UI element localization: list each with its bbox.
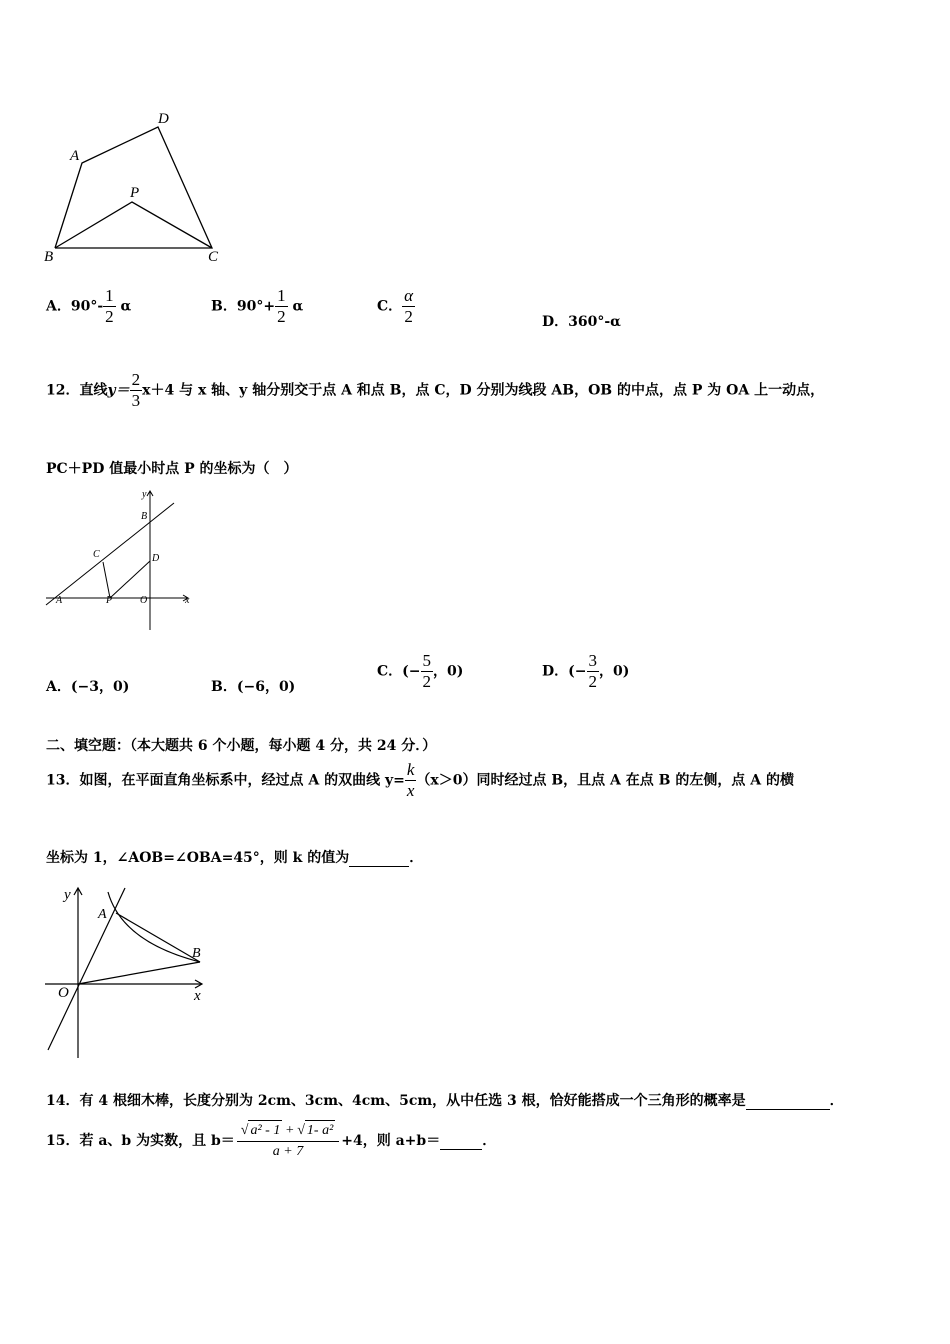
- label-D: D: [158, 111, 169, 127]
- label-B: B: [141, 511, 148, 522]
- q14-answer-blank[interactable]: [746, 1093, 830, 1110]
- q13-stem-line1: 13．如图，在平面直角坐标系中，经过点 A 的双曲线 y= $\frac{k}{x}$ （x＞0）同时经过点 B，且点 A 在点 B 的左侧，点 A 的横: [46, 760, 794, 800]
- label-y: y: [64, 887, 71, 903]
- q12-option-a: A．(−3，0): [46, 679, 130, 695]
- seg-cp: [103, 562, 110, 598]
- p-lines: [55, 202, 212, 248]
- label-y: y: [142, 489, 147, 500]
- q13-stem-line2: 坐标为 1，∠AOB=∠OBA=45°，则 k 的值为 ．: [46, 850, 424, 866]
- q12-option-b: B．(−6，0): [211, 679, 296, 695]
- label-A: A: [70, 148, 80, 164]
- q15-answer-blank[interactable]: [440, 1133, 482, 1150]
- label-D: D: [152, 553, 160, 564]
- q13-answer-blank[interactable]: [349, 850, 409, 867]
- q11-option-c: C． $\frac{\alpha}{2}$: [377, 286, 414, 326]
- seg-ob: [78, 962, 200, 984]
- figure-quadrilateral: [40, 105, 240, 270]
- label-C: C: [208, 249, 219, 265]
- label-A: A: [56, 595, 63, 606]
- q12-option-d: D．(− $\frac{3}{2}$ ，0): [542, 651, 630, 691]
- label-O: O: [140, 595, 148, 606]
- line-oa: [48, 888, 125, 1050]
- label-C: C: [93, 549, 100, 560]
- label-x: x: [185, 595, 190, 606]
- seg-ab: [116, 913, 200, 962]
- q12-stem-line2: PC＋PD 值最小时点 P 的坐标为（ ）: [46, 461, 298, 477]
- label-P: P: [130, 185, 140, 201]
- label-B: B: [192, 946, 201, 961]
- q12-option-c: C．(− $\frac{5}{2}$ ，0): [377, 651, 464, 691]
- q11-option-a: A．90°- $\frac{1}{2}$ α: [46, 286, 132, 326]
- hyperbola-curve: [108, 892, 200, 962]
- label-A: A: [98, 907, 107, 922]
- figure-line-coordinate: [40, 485, 200, 635]
- figure-hyperbola: [40, 880, 215, 1065]
- q14-stem: 14．有 4 根细木棒，长度分别为 2cm、3cm、4cm、5cm，从中任选 3 根，恰好能搭成一个三角形的概率是 ．: [46, 1093, 844, 1109]
- section-heading: 二、填空题：（本大题共 6 个小题，每小题 4 分，共 24 分．）: [46, 738, 437, 754]
- seg-pd: [110, 561, 150, 598]
- label-B: B: [44, 249, 54, 265]
- q12-stem-line1: 12．直线y＝ $\frac{2}{3}$ x＋4 与 x 轴、y 轴分别交于点 A 和点 B，点 C，D 分别为线段 AB，OB 的中点，点 P 为 OA 上一动点，: [46, 370, 825, 410]
- q11-option-d: D．360°-α: [542, 314, 621, 330]
- label-x: x: [194, 988, 201, 1004]
- label-O: O: [58, 985, 69, 1001]
- q15-stem: 15．若 a、b 为实数，且 b＝ $\frac{\text{√ a² - 1 + √ 1- a²}}{a + 7}$ +4，则 a+b＝ ．: [46, 1120, 496, 1162]
- q11-option-b: B．90°+ $\frac{1}{2}$ α: [211, 286, 304, 326]
- q15-fraction: $\frac{\text{√ a² - 1 + √ 1- a²}}{a + 7}$: [237, 1120, 340, 1162]
- label-P: P: [106, 595, 113, 606]
